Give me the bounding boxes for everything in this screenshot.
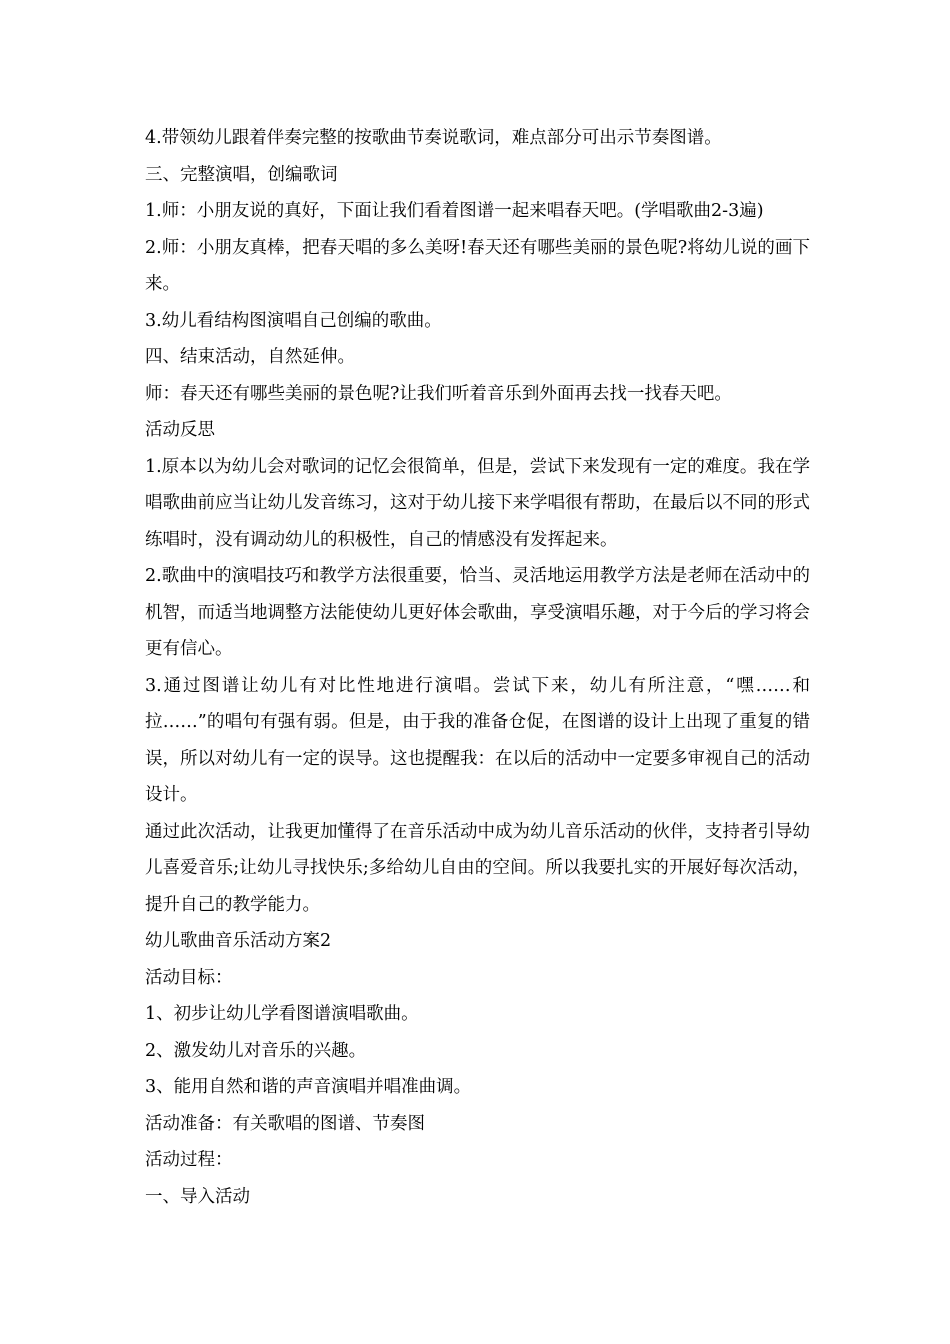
section-heading-4: 四、结束活动，自然延伸。 — [145, 347, 355, 367]
goals-heading: 活动目标： — [145, 967, 233, 988]
goal-item-3: 3、能用自然和谐的声音演唱并唱准曲调。 — [145, 1077, 472, 1097]
paragraph-teacher-closing: 师：春天还有哪些美丽的景色呢?让我们听着音乐到外面再去找一找春天吧。 — [145, 383, 732, 404]
preparation-line: 活动准备：有关歌唱的图谱、节奏图 — [145, 1113, 425, 1134]
section-heading-3: 三、完整演唱，创编歌词 — [145, 164, 338, 185]
reflection-item-1: 1.原本以为幼儿会对歌词的记忆会很简单，但是，尝试下来发现有一定的难度。我在学唱歌曲前应当让幼儿发音练习，这对于幼儿接下来学唱很有帮助，在最后以不同的形式练唱时，没有调动幼儿的积极性，自己的情感没有发挥起来。 — [145, 456, 810, 550]
process-heading: 活动过程： — [145, 1150, 233, 1170]
goal-item-1: 1、初步让幼儿学看图谱演唱歌曲。 — [145, 1004, 419, 1024]
paragraph-teacher-1: 1.师：小朋友说的真好，下面让我们看着图谱一起来唱春天吧。(学唱歌曲2-3遍) — [145, 201, 764, 221]
paragraph-step-4: 4.带领幼儿跟着伴奏完整的按歌曲节奏说歌词，难点部分可出示节奏图谱。 — [145, 128, 722, 148]
plan-2-title: 幼儿歌曲音乐活动方案2 — [145, 931, 332, 951]
reflection-item-3: 3.通过图谱让幼儿有对比性地进行演唱。尝试下来，幼儿有所注意，“嘿……和拉……”的唱句有强有弱。但是，由于我的准备仓促，在图谱的设计上出现了重复的错误，所以对幼儿有一定的误导。这也提醒我：在以后的活动中一定要多审视自己的活动设计。 — [145, 675, 810, 805]
process-step-1: 一、导入活动 — [145, 1186, 250, 1207]
goal-item-2: 2、激发幼儿对音乐的兴趣。 — [145, 1040, 367, 1061]
paragraph-step-3: 3.幼儿看结构图演唱自己创编的歌曲。 — [145, 310, 442, 331]
reflection-summary: 通过此次活动，让我更加懂得了在音乐活动中成为幼儿音乐活动的伙伴，支持者引导幼儿喜爱音乐;让幼儿寻找快乐;多给幼儿自由的空间。所以我要扎实的开展好每次活动，提升自己的教学能力。 — [145, 821, 810, 915]
document-body — [145, 120, 810, 1215]
paragraph-teacher-2: 2.师：小朋友真棒，把春天唱的多么美呀!春天还有哪些美丽的景色呢?将幼儿说的画下来。 — [145, 237, 810, 294]
reflection-heading: 活动反思 — [145, 420, 215, 440]
reflection-item-2: 2.歌曲中的演唱技巧和教学方法很重要，恰当、灵活地运用教学方法是老师在活动中的机智，而适当地调整方法能使幼儿更好体会歌曲，享受演唱乐趣，对于今后的学习将会更有信心。 — [145, 566, 810, 659]
